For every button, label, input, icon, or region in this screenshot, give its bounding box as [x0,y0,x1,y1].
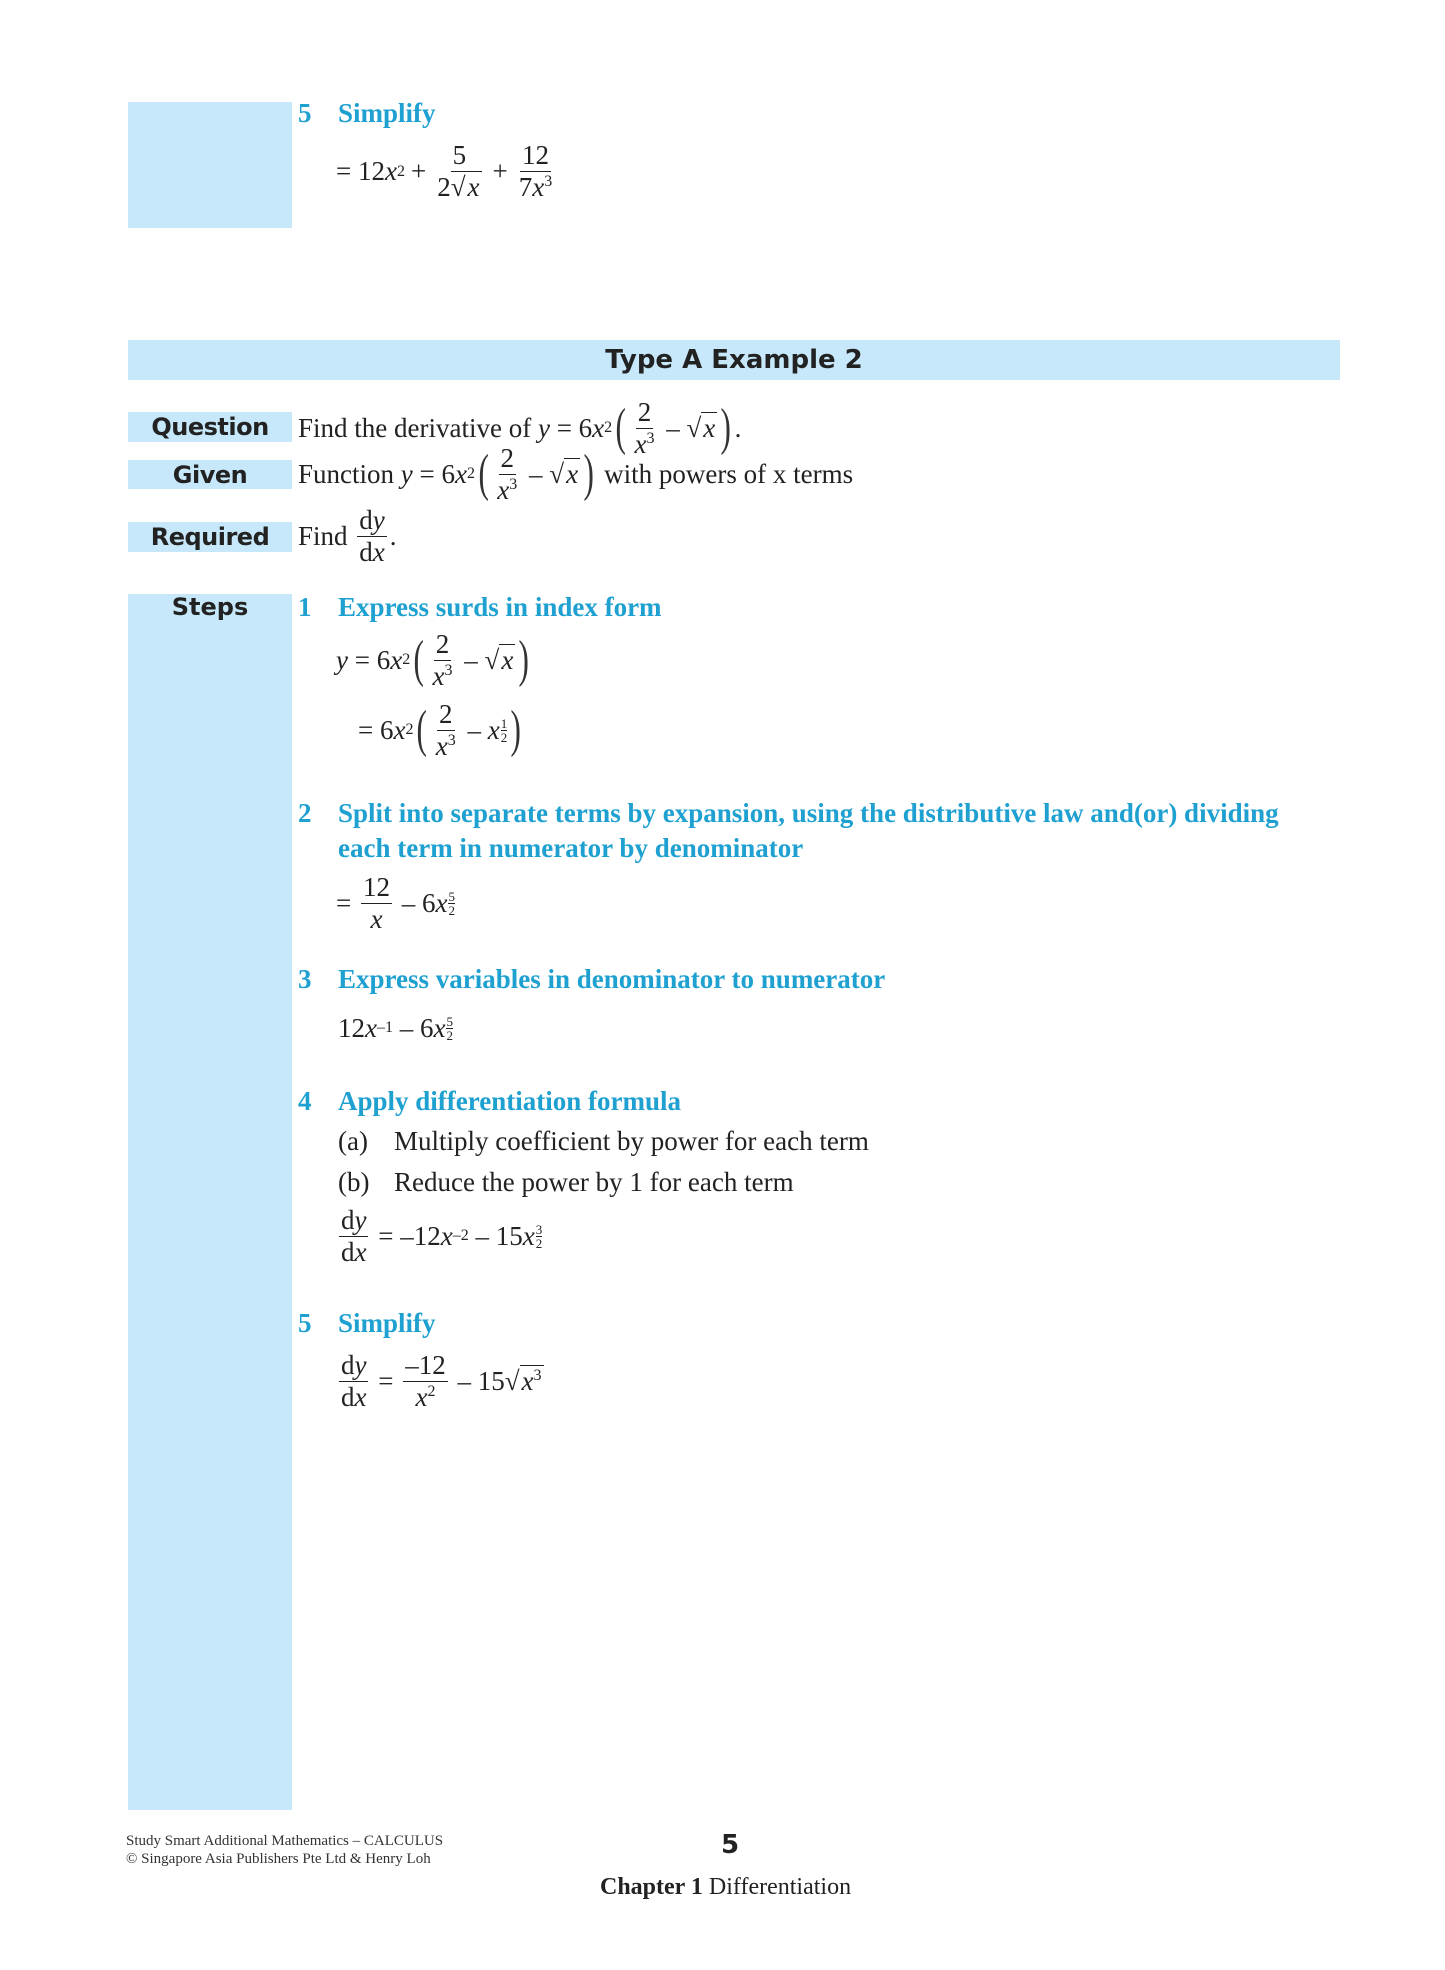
given-text: Function y = 6 x 2 ( $\frac{2}{x^3}$ – √ x ) with powers of x terms [298,442,854,505]
step-4-substep-a: (a) Multiply coefficient by power for each term [338,1126,869,1156]
step-5-line-1: $\frac{dy}{dx}$ = $\frac{-12}{x^2}$ – 15√ $x^3$ [341,1349,542,1412]
top-step-panel [128,102,292,228]
footer-book-info [126,1832,443,1868]
step-1-heading: 1 Express surds in index form [298,592,662,622]
step-1-line-2: = 6 x 2 ( $\frac{2}{x^3}$ – x 1 2 ) [358,698,522,761]
required-label: Required [128,522,292,552]
fraction: $\frac{5}{2√x}$ [437,140,480,202]
copyright: © Singapore Asia Publishers Pte Ltd & Henry Loh [126,1851,431,1867]
book-title: Study Smart Additional Mathematics – CALCULUS [126,1833,444,1849]
fraction: $\frac{12}{7x^3}$ [518,140,553,202]
step-5-heading: 5 Simplify [298,1308,436,1338]
question-label: Question [128,412,292,442]
top-step-formula: = 12 x 2 + $\frac{5}{2√x}$ + $\frac{12}{7x^3}$ [336,140,553,202]
step-4-substep-b: (b) Reduce the power by 1 for each term [338,1167,794,1197]
question-text: Find the derivative of y = 6 x 2 ( $\frac{2}{x^3}$ – √ x ) . [298,396,742,459]
step-number: 5 [298,98,312,128]
top-step-heading [298,96,436,130]
steps-panel [128,594,292,1810]
steps-label: Steps [171,593,249,621]
chapter-label: Chapter 1 [600,1874,703,1900]
step-4-heading: 4 Apply differentiation formula [298,1086,681,1116]
required-text: Find $\frac{dy}{dx}$ . [298,504,397,567]
step-3-heading: 3 Express variables in denominator to numerator [298,964,886,994]
step-2-heading-line2: each term in numerator by denominator [338,833,804,863]
step-1-line-1: y = 6 x 2 ( $\frac{2}{x^3}$ – √ x ) [336,628,530,691]
chapter-title: Differentiation [708,1874,852,1900]
step-4-line-1: $\frac{dy}{dx}$ = –12 x –2 – 15 x 3 2 [341,1204,543,1267]
step-3-line-1: 12 x –1 – 6 x 5 2 [338,1012,453,1043]
example-banner: Type A Example 2 [128,340,1340,380]
step-2-line-1: = $\frac{12}{x}$ – 6 x 5 2 [336,871,455,934]
chapter-footer [600,1874,851,1901]
step-2-heading: 2 Split into separate terms by expansion, using the distributive law and(or) dividing [298,798,1279,828]
step-title: Simplify [338,98,436,128]
given-label: Given [128,460,292,489]
page-number: 5 [720,1830,740,1860]
